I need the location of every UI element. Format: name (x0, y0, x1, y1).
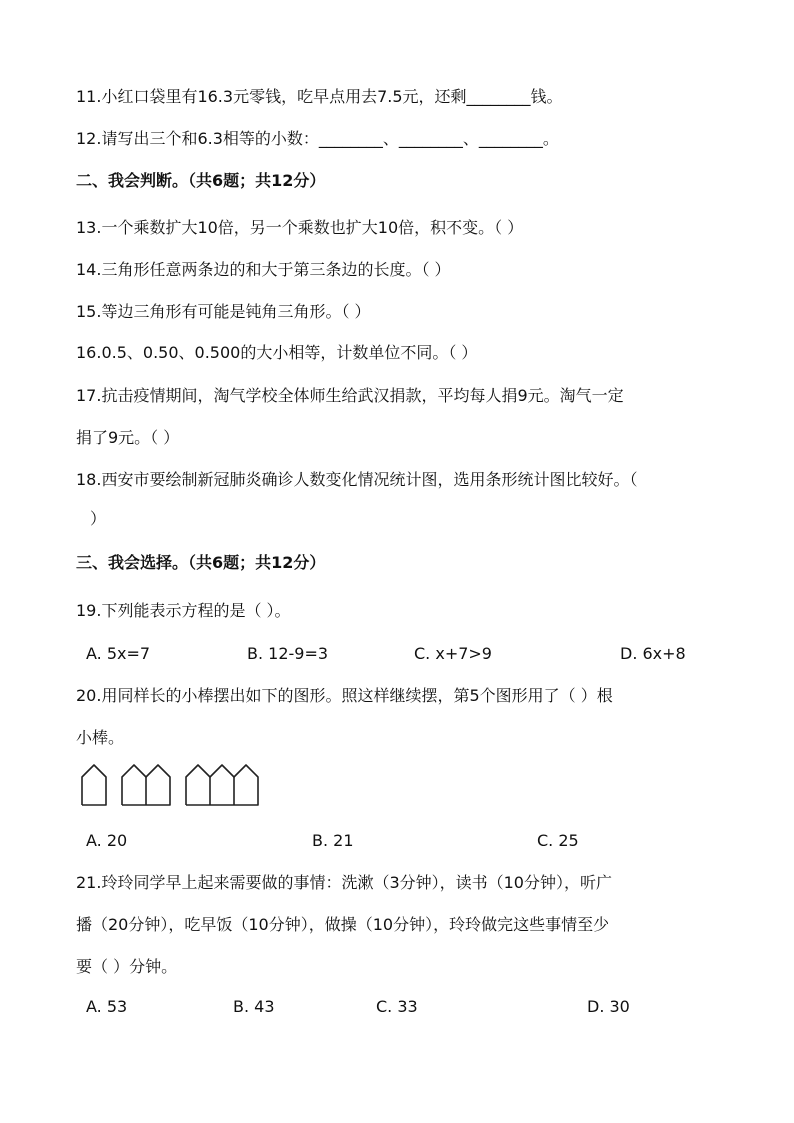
question-18-line-2: ） (90, 509, 107, 528)
q20-option-c: C. 25 (537, 831, 579, 850)
question-11: 11.小红口袋里有16.3元零钱，吃早点用去7.5元，还剩________钱。 (76, 87, 563, 106)
q19-option-d: D. 6x+8 (620, 644, 686, 663)
question-14: 14.三角形任意两条边的和大于第三条边的长度。（ ） (76, 260, 451, 279)
q21-option-b: B. 43 (233, 997, 275, 1016)
q20-stick-figure (80, 763, 270, 811)
question-17-line-1: 17.抗击疫情期间，淘气学校全体师生给武汉捐款，平均每人捐9元。淘气一定 (76, 386, 624, 405)
question-17-line-2: 捐了9元。（ ） (76, 428, 180, 447)
question-12: 12.请写出三个和6.3相等的小数：________、________、________。 (76, 129, 559, 148)
question-13: 13.一个乘数扩大10倍，另一个乘数也扩大10倍，积不变。（ ） (76, 218, 524, 237)
q21-option-d: D. 30 (587, 997, 630, 1016)
question-20-line-2: 小棒。 (76, 728, 125, 747)
question-19: 19.下列能表示方程的是（ ）。 (76, 601, 291, 620)
question-20-line-1: 20.用同样长的小棒摆出如下的图形。照这样继续摆，第5个图形用了（ ）根 (76, 686, 613, 705)
question-18-line-1: 18.西安市要绘制新冠肺炎确诊人数变化情况统计图，选用条形统计图比较好。（ (76, 470, 638, 489)
q19-option-c: C. x+7>9 (414, 644, 492, 663)
question-21-line-3: 要（ ）分钟。 (76, 957, 178, 976)
section-2-heading: 二、我会判断。（共6题；共12分） (76, 171, 326, 190)
question-15: 15.等边三角形有可能是钝角三角形。（ ） (76, 302, 371, 321)
figure-3-houses (186, 765, 258, 805)
question-21-line-1: 21.玲玲同学早上起来需要做的事情：洗漱（3分钟），读书（10分钟），听广 (76, 873, 612, 892)
q21-option-a: A. 53 (86, 997, 128, 1016)
question-21-line-2: 播（20分钟），吃早饭（10分钟），做操（10分钟），玲玲做完这些事情至少 (76, 915, 610, 934)
q21-option-c: C. 33 (376, 997, 418, 1016)
q20-option-b: B. 21 (312, 831, 354, 850)
q20-option-a: A. 20 (86, 831, 128, 850)
q19-option-a: A. 5x=7 (86, 644, 151, 663)
q19-option-b: B. 12-9=3 (247, 644, 329, 663)
question-16: 16.0.5、0.50、0.500的大小相等，计数单位不同。（ ） (76, 343, 478, 362)
figure-1-house (82, 765, 106, 805)
section-3-heading: 三、我会选择。（共6题；共12分） (76, 553, 326, 572)
